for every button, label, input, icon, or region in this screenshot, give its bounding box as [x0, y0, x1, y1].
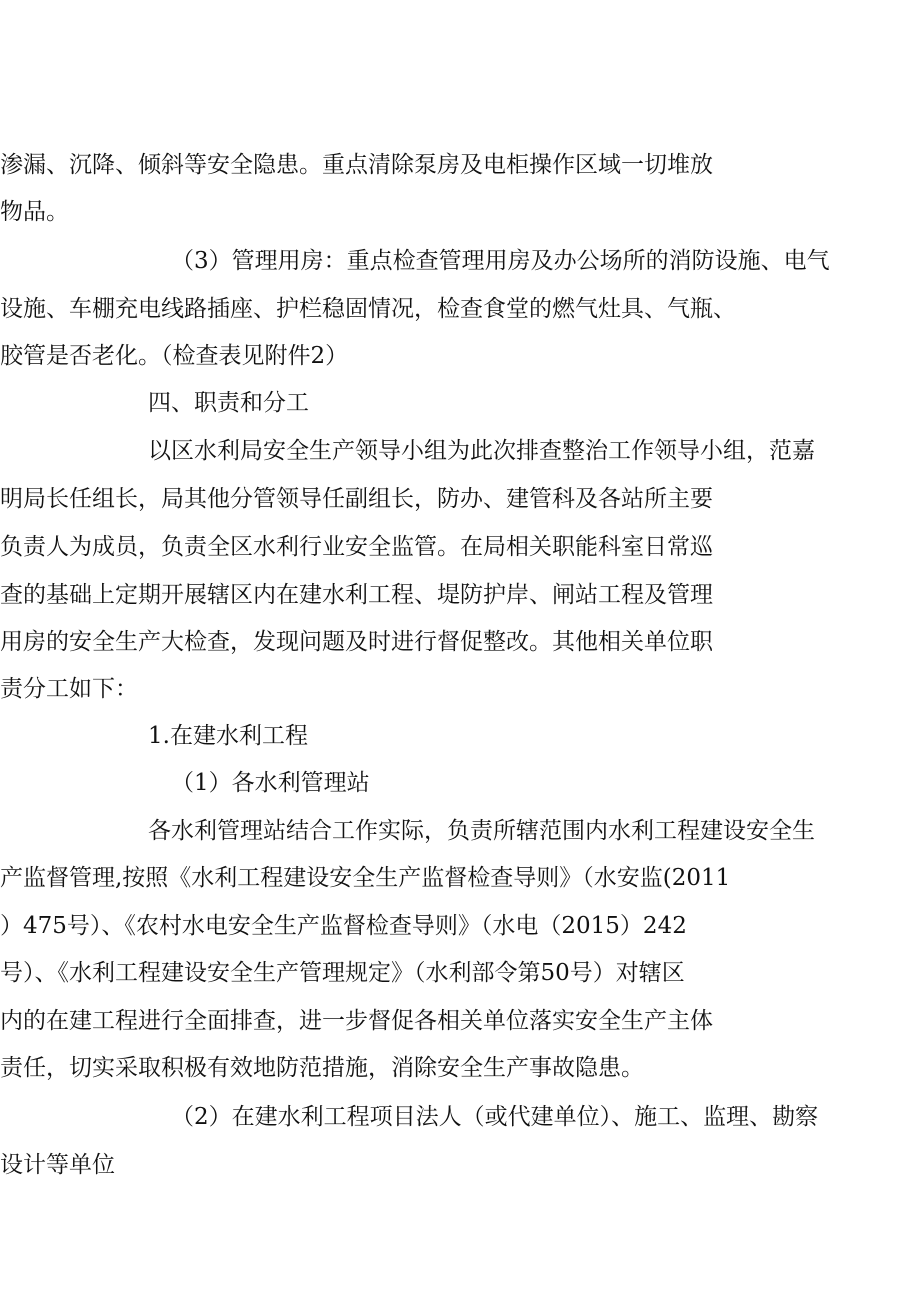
text-line: 内的在建工程进行全面排查，进一步督促各相关单位落实安全生产主体 — [0, 1008, 713, 1034]
text-line: 渗漏、沉降、倾斜等安全隐患。重点清除泵房及电柜操作区域一切堆放 — [0, 152, 713, 178]
text-line: 各水利管理站结合工作实际，负责所辖范围内水利工程建设安全生 — [148, 818, 815, 844]
text-line: 责任，切实采取积极有效地防范措施，消除安全生产事故隐患。 — [0, 1055, 644, 1081]
text-line: 责分工如下： — [0, 676, 138, 702]
text-line: 设计等单位 — [0, 1152, 115, 1178]
text-line: （3）管理用房：重点检查管理用房及办公场所的消防设施、电气 — [171, 248, 830, 274]
text-line: 负责人为成员，负责全区水利行业安全监管。在局相关职能科室日常巡 — [0, 534, 713, 560]
text-line: （2）在建水利工程项目法人（或代建单位）、施工、监理、勘察 — [171, 1104, 819, 1130]
text-line: 号）、《水利工程建设安全生产管理规定》（水利部令第50号）对辖区 — [0, 960, 685, 986]
text-line: 物品。 — [0, 199, 69, 225]
section-heading: 四、职责和分工 — [148, 390, 309, 416]
subsection-heading: 1.在建水利工程 — [148, 723, 308, 749]
text-line: 查的基础上定期开展辖区内在建水利工程、堤防护岸、闸站工程及管理 — [0, 582, 713, 608]
text-line: 明局长任组长，局其他分管领导任副组长，防办、建管科及各站所主要 — [0, 486, 713, 512]
text-line: 产监督管理,按照《水利工程建设安全生产监督检查导则》（水安监(2011 — [0, 865, 731, 891]
text-line: 胶管是否老化。（检查表见附件2） — [0, 343, 349, 369]
text-line: 用房的安全生产大检查，发现问题及时进行督促整改。其他相关单位职 — [0, 629, 713, 655]
text-line: 设施、车棚充电线路插座、护栏稳固情况，检查食堂的燃气灶具、气瓶、 — [0, 296, 736, 322]
text-line: ）475号）、《农村水电安全生产监督检查导则》（水电（2015）242 — [0, 913, 687, 939]
text-line: 以区水利局安全生产领导小组为此次排查整治工作领导小组，范嘉 — [148, 438, 815, 464]
subsection-heading: （1）各水利管理站 — [171, 770, 370, 796]
